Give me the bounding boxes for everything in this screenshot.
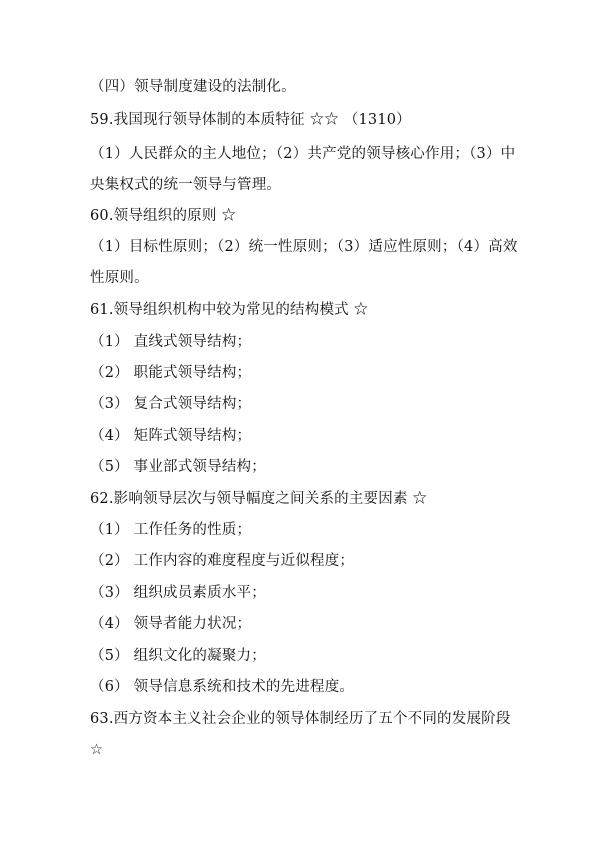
question-heading: 62.影响领导层次与领导幅度之间关系的主要因素 ☆: [90, 491, 428, 507]
list-item: （6） 领导信息系统和技术的先进程度。: [90, 679, 355, 695]
list-item: （1） 工作任务的性质；: [90, 522, 252, 538]
list-item: （4） 矩阵式领导结构；: [90, 428, 252, 444]
text-line: 央集权式的统一领导与管理。: [90, 177, 282, 193]
list-item: （5） 事业部式领导结构；: [90, 459, 266, 475]
list-item: （2） 工作内容的难度程度与近似程度；: [90, 553, 355, 569]
text-line: （1）人民群众的主人地位；（2）共产党的领导核心作用；（3）中: [90, 146, 516, 162]
question-heading: 59.我国现行领导体制的本质特征 ☆☆ （1310）: [90, 112, 411, 128]
list-item: （1） 直线式领导结构；: [90, 334, 252, 350]
question-heading: 63.西方资本主义社会企业的领导体制经历了五个不同的发展阶段: [90, 711, 511, 727]
list-item: （3） 组织成员素质水平；: [90, 585, 266, 601]
list-item: （2） 职能式领导结构；: [90, 365, 252, 381]
question-heading: 60.领导组织的原则 ☆: [90, 208, 237, 224]
text-line: （四）领导制度建设的法制化。: [90, 79, 296, 95]
star-mark: ☆: [90, 742, 104, 758]
list-item: （4） 领导者能力状况；: [90, 616, 252, 632]
text-line: （1）目标性原则；（2）统一性原则；（3）适应性原则；（4）高效: [90, 239, 518, 255]
list-item: （5） 组织文化的凝聚力；: [90, 648, 266, 664]
question-heading: 61.领导组织机构中较为常见的结构模式 ☆: [90, 302, 369, 318]
list-item: （3） 复合式领导结构；: [90, 396, 252, 412]
text-line: 性原则。: [90, 270, 149, 286]
